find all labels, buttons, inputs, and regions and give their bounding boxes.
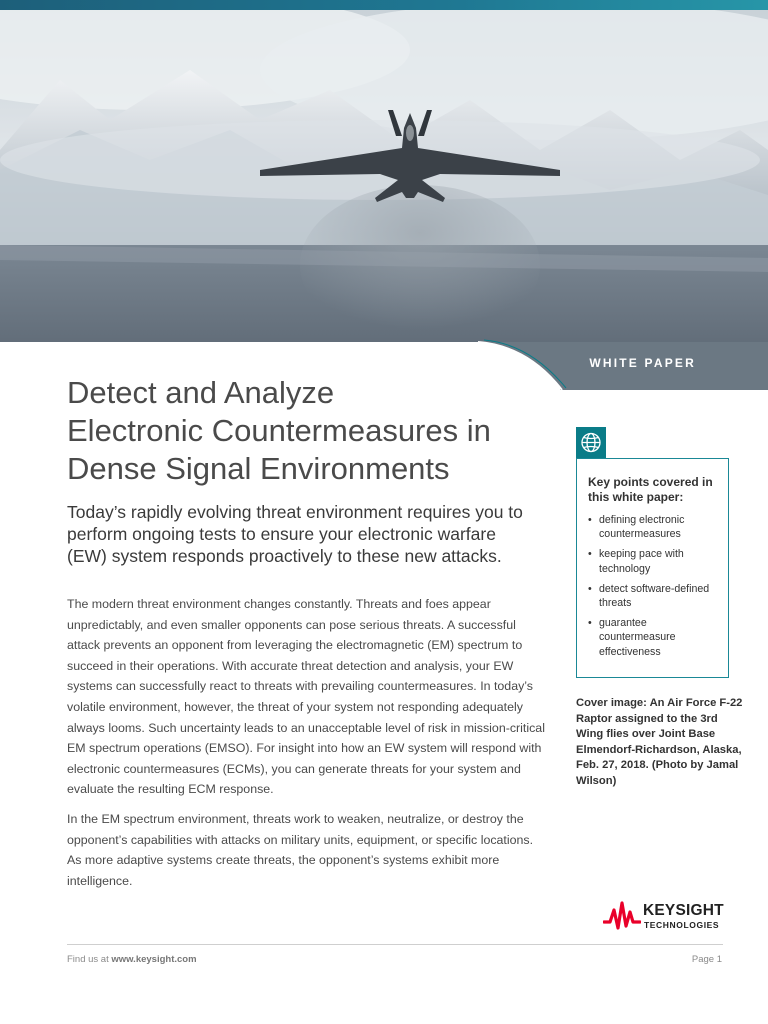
body-paragraph: In the EM spectrum environment, threats work to weaken, neutralize, or destroy the opponent’s capabilities with attacks on military units, equipment, or specific locations. As more adaptive systems create threats, the opponent’s systems exhibit more intelligence. [67,811,534,888]
list-item: • keeping pace with technology [588,547,718,575]
title-line: Detect and Analyze [67,375,335,410]
document-title [67,374,547,488]
cover-image-caption: Cover image: An Air Force F-22 Raptor assigned to the 3rd Wing flies over Joint Base Elmendorf-Richardson, Alaska, Feb. 27, 2018. (Photo by Jamal Wilson) [576,697,743,787]
footer-website-link[interactable]: www.keysight.com [111,954,197,965]
top-accent-bar [0,0,768,10]
logo-name: KEYSIGHT [643,902,724,919]
cover-image [0,10,768,390]
title-line: Electronic Countermeasures in [67,413,491,448]
document-subtitle: Today’s rapidly evolving threat environment requires you to perform ongoing tests to ensure your electronic warfare (EW) system responds proactively to these new attacks. [67,502,523,566]
list-item: • guarantee countermeasure effectiveness [588,616,718,659]
section-label: WHITE PAPER [589,356,696,370]
keysight-wave-icon [603,900,641,932]
body-paragraph: The modern threat environment changes constantly. Threats and foes appear unpredictably, and even smaller opponents can pose serious threats. A successful attack prevents an opponent from leveraging the electromagnetic (EM) spectrum to succeed in their operations. With accurate threat detection and analysis, your EW systems can successfully react to threats with prevailing countermeasures. In today’s volatile environment, however, the threat of your system not responding adequately always looms. Such uncertainty leads to an unacceptable level of risk in mission-critical EM spectrum operations (EMSO). For insight into how an EW system will respond with electronic countermeasures (ECMs), you can generate threats for your system and evaluate the resulting ECM response. [67,597,545,797]
title-line: Dense Signal Environments [67,451,450,486]
key-points-list [588,513,718,659]
keysight-logo [603,900,733,934]
page-number: Page 1 [691,954,722,965]
footer-find-us-prefix: Find us at [67,954,109,965]
list-item: • defining electronic countermeasures [588,513,718,541]
footer-find-us [67,954,197,965]
logo-subtitle: TECHNOLOGIES [644,920,720,930]
key-points-box [576,458,729,678]
list-item: • detect software-defined threats [588,582,718,610]
globe-icon [576,427,606,458]
body-text [67,594,545,900]
footer-divider [67,944,723,945]
key-points-title: Key points covered in this white paper: [588,475,713,504]
